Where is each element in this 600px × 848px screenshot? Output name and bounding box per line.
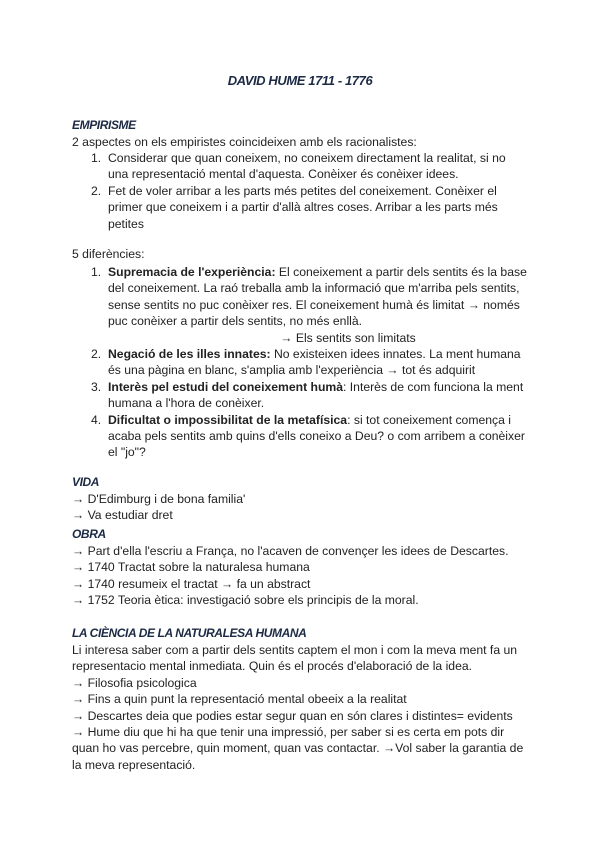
list-item: 4. Dificultat o impossibilitat de la metafísica: si tot coneixement comença i acaba pels sentits amb quins d'ells coneixo a Deu? o com arribem a conèixer el "jo"? xyxy=(91,412,525,460)
ciencia-last: → Hume diu que hi ha que tenir una impressió, per saber si es certa em pots dir quan ho vas percebre, quin moment, quan vas contactar. →Vol saber la garantia de la meva representació. xyxy=(72,725,524,772)
list-item: → 1740 resumeix el tractat → fa un abstract xyxy=(72,576,311,591)
list-item: → Descartes deia que podies estar segur quan en són clares i distintes= evidents xyxy=(72,708,513,723)
list-item: 3. Interès pel estudi del coneixement humà: Interès de com funciona la ment humana a l'hora de conèixer. xyxy=(91,379,524,411)
list-item: → 1740 Tractat sobre la naturalesa humana xyxy=(72,560,310,575)
list-item: → 1752 Teoria ètica: investigació sobre els principis de la moral. xyxy=(72,593,419,608)
vida-lines xyxy=(72,491,532,524)
list-item: → D'Edimburg i de bona familia' xyxy=(72,492,246,506)
aspects-list xyxy=(72,150,528,232)
list-item: → Fins a quin punt la representació mental obeeix a la realitat xyxy=(72,692,407,707)
ciencia-intro: Li interesa saber com a partir dels sentits captem el mon i com la meva ment fa un representacio mental inmediata. Quin és el procés d'elaboració de la idea. xyxy=(72,643,518,674)
list-item: 2. Fet de voler arribar a les parts més petites del coneixement. Conèixer el primer que coneixem i a partir d'allà altres coses. Arribar a les parts més petites xyxy=(91,183,498,231)
differences-list xyxy=(72,264,528,461)
heading-ciencia: LA CIÈNCIA DE LA NATURALESA HUMANA xyxy=(72,626,307,640)
heading-obra: OBRA xyxy=(72,527,106,541)
heading-empirisme: EMPIRISME xyxy=(72,118,136,132)
list-item: → Va estudiar dret xyxy=(72,508,173,523)
empirisme-intro: 2 aspectes on els empiristes coincideixen amb els racionalistes: xyxy=(72,135,417,149)
list-item: → Part d'ella l'escriu a França, no l'acaven de convençer les idees de Descartes. xyxy=(72,544,509,558)
list-item: 2. Negació de les illes innates: No existeixen idees innates. La ment humana és una pàgina en blanc, s'amplia amb l'experiència → tot és adquirit xyxy=(91,347,521,378)
obra-lines xyxy=(72,543,532,609)
list-item: 1. Supremacia de l'experiència: El coneixement a partir dels sentits és la base del coneixement. La raó treballa amb la informació que m'arriba pels sentits, sense sentits no puc conèixer res. El coneixement humà és limitat → només puc conèixer a partir dels sentits, no més enllà. → Els sentits son limitats xyxy=(91,265,527,345)
ciencia-lines xyxy=(72,675,532,724)
differences-intro: 5 diferències: xyxy=(72,247,145,261)
heading-vida: VIDA xyxy=(72,475,100,489)
list-item: 1. Considerar que quan coneixem, no coneixem directament la realitat, si no una representació mental d'aquesta. Conèixer és conèixer idees. xyxy=(91,151,506,182)
page-title: DAVID HUME 1711 - 1776 xyxy=(227,73,373,88)
list-item: → Filosofia psicologica xyxy=(72,676,197,690)
limited-senses-note: → Els sentits son limitats xyxy=(280,330,416,345)
